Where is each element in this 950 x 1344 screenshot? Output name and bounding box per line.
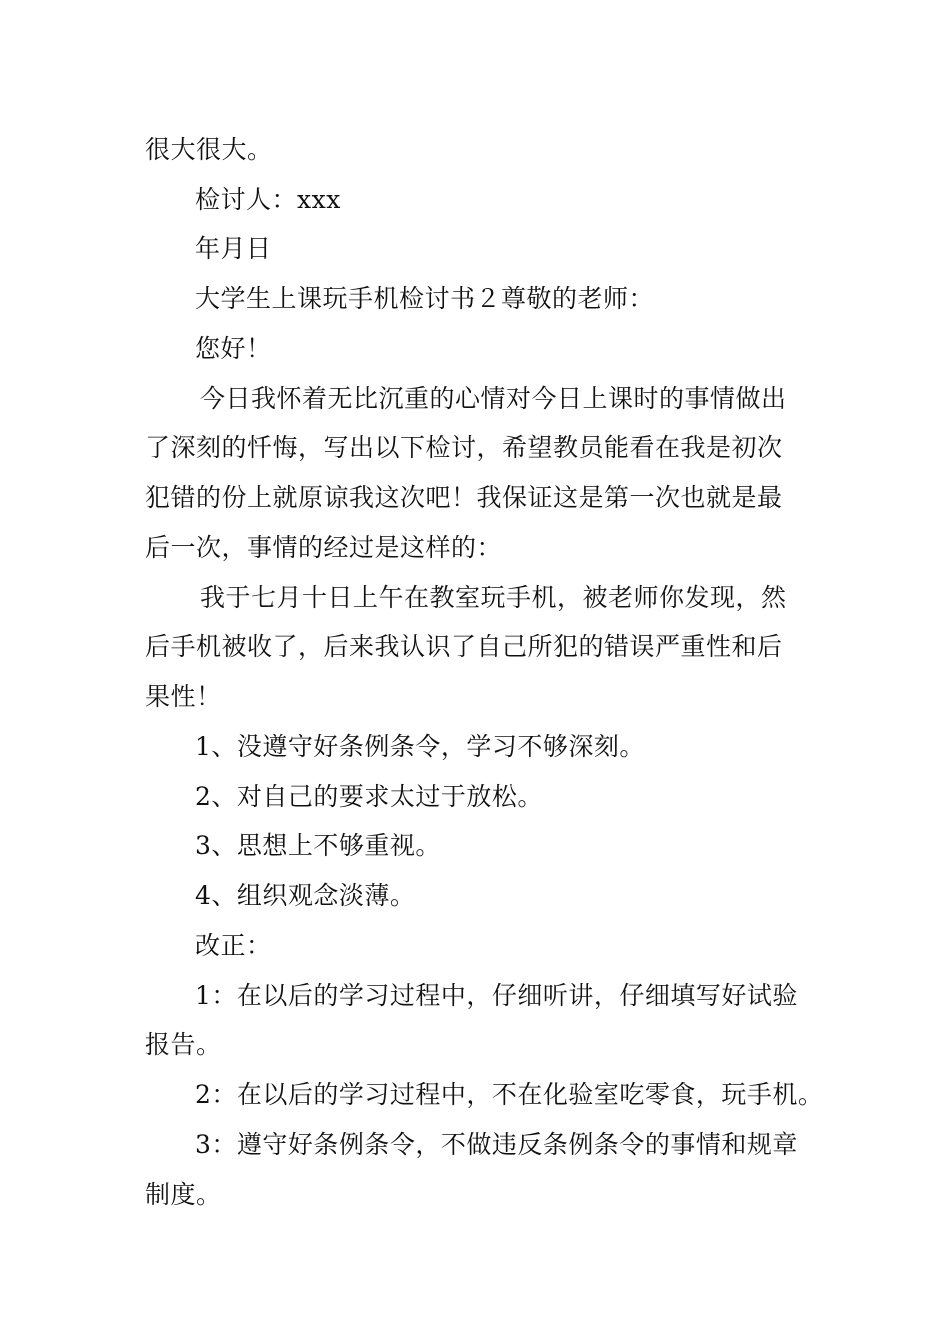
paragraph-line: 了深刻的忏悔，写出以下检讨，希望教员能看在我是初次 — [145, 433, 783, 462]
letter-title: 大学生上课玩手机检讨书２尊敬的老师： — [195, 284, 655, 313]
paragraph-line: 后手机被收了，后来我认识了自己所犯的错误严重性和后 — [145, 632, 783, 661]
list-item: 4、组织观念淡薄。 — [195, 881, 416, 910]
paragraph-line: 今日我怀着无比沉重的心情对今日上课时的事情做出 — [200, 384, 787, 413]
list-item: 3：遵守好条例条令，不做违反条例条令的事情和规章 — [195, 1130, 798, 1159]
paragraph-line: 果性！ — [145, 682, 222, 711]
signature-line: 检讨人：xxx — [195, 185, 341, 214]
paragraph-line: 犯错的份上就原谅我这次吧！我保证这是第一次也就是最 — [145, 483, 783, 512]
list-item: 1：在以后的学习过程中，仔细听讲，仔细填写好试验 — [195, 981, 798, 1010]
list-item: 2：在以后的学习过程中，不在化验室吃零食，玩手机。 — [195, 1080, 824, 1109]
text-line: 很大很大。 — [145, 135, 273, 164]
greeting: 您好！ — [195, 334, 272, 363]
paragraph-line: 后一次，事情的经过是这样的： — [145, 533, 503, 562]
list-item: 报告。 — [145, 1030, 222, 1059]
paragraph-line: 我于七月十日上午在教室玩手机，被老师你发现，然 — [200, 583, 787, 612]
list-item: 2、对自己的要求太过于放松。 — [195, 782, 543, 811]
list-item: 制度。 — [145, 1180, 222, 1209]
section-heading: 改正： — [195, 931, 272, 960]
date-line: 年月日 — [195, 234, 272, 263]
list-item: 3、思想上不够重视。 — [195, 831, 441, 860]
list-item: 1、没遵守好条例条令，学习不够深刻。 — [195, 732, 645, 761]
